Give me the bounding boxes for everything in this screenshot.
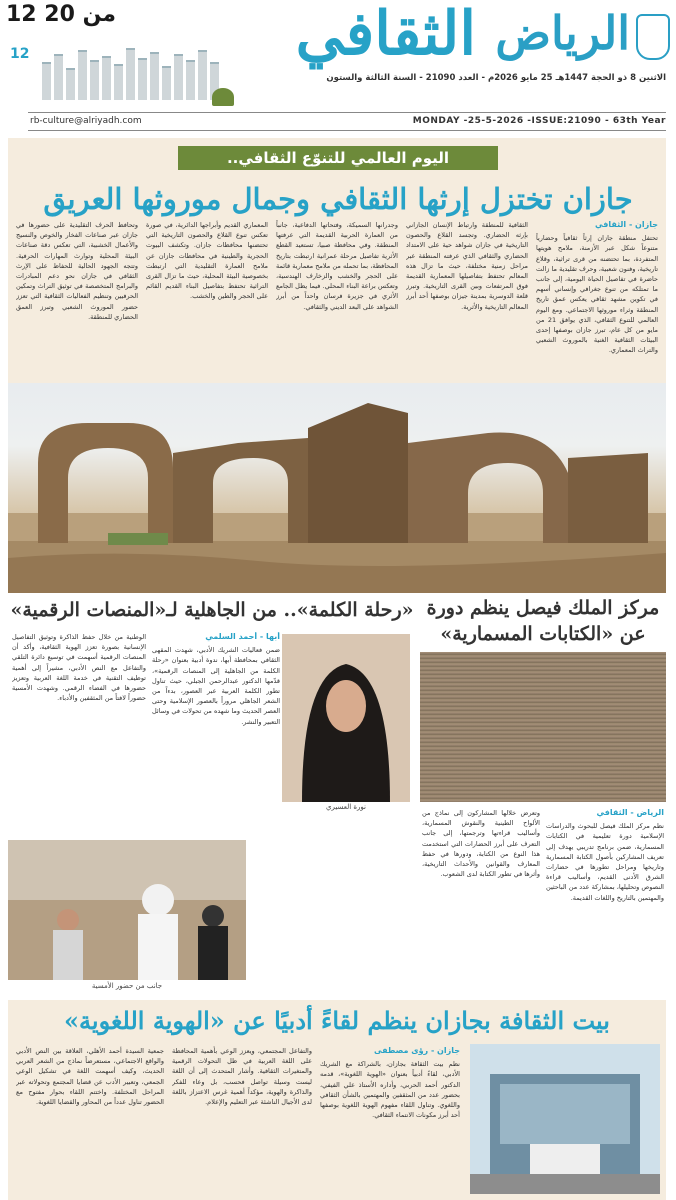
culture-house-photo	[470, 1044, 660, 1194]
mid-right-article	[420, 596, 666, 996]
article-column-3: جمعية السيدة أحمد الأهلي، العلاقة بين النص الأدبي والواقع الاجتماعي، مستعرضاً نماذج من الشعر العربي الحديث، وكيف أسهمت اللغة في تشكيل الوعي الجمعي، وتعبير الأدب عن قضايا المجتمع وتحولاته عبر المراحل المختلفة. واختتم اللقاء بحوار مفتوح مع الحضور تناول عدداً من المحاور والقضايا اللغوية.	[16, 1047, 164, 1107]
header-divider-bottom	[28, 130, 666, 131]
bottom-article	[8, 1000, 666, 1200]
mid-left-article	[8, 596, 416, 996]
plant-icon	[212, 88, 234, 106]
article-column-right	[152, 632, 280, 837]
article-byline: أبها - أحمد السلمي	[205, 632, 280, 641]
portrait-illustration	[282, 634, 410, 802]
article-headline: مركز الملك فيصل ينظم دورة عن «الكتابات المسمارية»	[426, 597, 660, 645]
article-column-3: وجدرانها السميكة، وفتحاتها الدفاعية، جانباً من العمارة الحربية القديمة التي عرفتها المنطقة. وفي محافظة صبيا، تستعيد القطع الأثرية تفاصيل مرحلة عمرانية ارتبطت بتاريخ المحافظة، بما تحمله من ملامح معمارية قائمة على الحجر والخشب والزخارف الهندسية، وتعكس براعة البناء المحلي. فيما يظل الجامع الأثري في جزيرة فرسان واحداً من أبرز الشواهد على البعد الديني والثقافي.	[276, 221, 398, 311]
header-divider	[28, 112, 666, 113]
article-kicker: اليوم العالمي للتنوّع الثقافي..	[178, 146, 498, 170]
article-column-5: وتحافظ الحرف التقليدية على حضورها في جازان عبر صناعات الفخار والخوص والنسيج والأعمال الخشبية، التي تعكس دقة صناعات البيئة المحلية وتوارث المهارات الحرفية. وتتجه الجهود الحالية للحفاظ على الإرث الثقافي في جازان نحو دعم المبادرات والبرامج المتخصصة في توثيق التراث وتمكين الحرفيين وتنظيم الفعاليات الثقافية التي تعزز حضور الموروث الشعبي وتبرز العمق الحضاري للمنطقة.	[16, 221, 138, 321]
books-illustration	[42, 40, 242, 100]
cuneiform-tablet-photo	[420, 652, 666, 802]
ruins-illustration	[8, 383, 666, 593]
article-text: نظم بيت الثقافة بجازان، بالشراكة مع الشريك الأدبي، لقاءً أدبياً بعنوان «الهوية اللغوية»، قدمه الدكتور أحمد الحربي، وأداره الأستاذ علي الفيفي، بحضور عدد من المثقفين والمهتمين بالشأن الثقافي واللغوي. وتناول اللقاء مفهوم الهوية اللغوية بوصفها أحد أبرز مكونات الانتماء الثقافي.	[320, 1060, 460, 1120]
article-column-1	[536, 220, 658, 380]
top-article	[8, 138, 666, 593]
article-headline: بيت الثقافة بجازان ينظم لقاءً أدبيًا عن «الهوية اللغوية»	[64, 1006, 610, 1035]
page-counter-label: 12 من 20	[6, 2, 116, 27]
section-email: rb-culture@alriyadh.com	[30, 116, 142, 126]
event-photo-caption: جانب من حضور الأمسية	[91, 982, 163, 990]
building-illustration	[470, 1044, 660, 1194]
article-column-4: المعماري القديم وأبراجها الدائرية، في صورة تعكس تنوع القلاع والحصون التاريخية التي تحتضنها محافظات جازان. وتكشف البيوت الحجرية والطينية في محافظات جازان عن ملامح العمارة التقليدية التي ارتبطت بخصوصية البيئة المحلية، حيث ما تزال القرى التراثية تحتفظ بتفاصيل البناء القديم القائم على الحجر والطين والخشب.	[146, 221, 268, 301]
article-byline: الرياض - الثقافي	[596, 808, 664, 817]
article-column-a	[546, 808, 664, 993]
newspaper-logo: الرياض	[495, 6, 630, 60]
article-column-b: وتعرض خلالها المشاركون إلى نماذج من الألواح الطينية والنقوش المسمارية، وأساليب قراءتها وترجمتها، إلى جانب التعرف على أبرز الحضارات التي استخدمت هذا النوع من الكتابة، ودورها في حفظ المعارف والقوانين والأحداث التاريخية، وأثرها في تطور الكتابة لدى الشعوب.	[422, 809, 540, 879]
article-headline: «رحلة الكلمة».. من الجاهلية لـ«المنصات الرقمية»	[10, 599, 414, 621]
article-text: ضمن فعاليات الشريك الأدبي، شهدت المقهى الثقافي بمحافظة أبها، ندوة أدبية بعنوان «رحلة الكلمة من الجاهلية إلى المنصات الرقمية»، قدّمها الدكتور عبدالرحمن الجبلي، حيث تناول تطور الكلمة العربية عبر العصور، بدءاً من الشعر الجاهلي مروراً بالعصور الإسلامية وحتى العصر الحديث وما شهده من تحولات في وسائل التعبير والنشر.	[152, 646, 280, 726]
author-portrait	[282, 634, 410, 802]
section-title: الثقافي	[295, 0, 476, 69]
article-column-2: والتفاعل المجتمعي، ويعزز الوعي بأهمية المحافظة على اللغة العربية في ظل التحولات الرقمية والمتغيرات الثقافية. وأشار المتحدث إلى أن اللغة ليست وسيلة تواصل فحسب، بل وعاء للفكر والذاكرة والهوية، مؤكداً أهمية غرس الاعتزاز باللغة لدى الأجيال الناشئة عبر التعليم والإعلام.	[172, 1047, 312, 1107]
dateline-english: MONDAY -25-5-2026 -ISSUE:21090 - 63th Year	[412, 116, 666, 126]
event-photo	[8, 840, 246, 980]
audience-illustration	[8, 840, 246, 980]
article-text: نظم مركز الملك فيصل للبحوث والدراسات الإسلامية دورة تعليمية في الكتابات المسمارية، ضمن برنامج تدريبي يهدف إلى تعريف المشاركين بأصول الكتابة المسمارية وتاريخها ومراحل تطورها في حضارات الشرق الأدنى القديم، وأساليب قراءة النصوص وتحليلها، بمشاركة عدد من الباحثين والمهتمين بالتاريخ واللغات القديمة.	[546, 822, 664, 902]
article-column-2: الثقافية للمنطقة وارتباط الإنسان الجازاني بإرثه الحضاري. وتجسد القلاع والحصون التاريخية في جازان شواهد حية على الامتداد الحضاري والثقافي الذي عرفته المنطقة عبر مراحل زمنية مختلفة، حيث ما تزال هذه المعالم تحتفظ بتفاصيلها المعمارية القديمة فوق المرتفعات وبين القرى التاريخية. وتبرز قلعة الدوسرية بمدينة جيزان بوصفها أحد أبرز المعالم التاريخية والأثرية.	[406, 221, 528, 311]
page-number: 12	[10, 46, 30, 62]
masthead-header	[0, 0, 676, 135]
article-byline: جازان - رؤى مصطفى	[373, 1046, 460, 1055]
article-headline: جازان تختزل إرثها الثقافي وجمال موروثها العريق	[43, 182, 633, 216]
portrait-caption: نورة العسيري	[326, 803, 366, 811]
article-column-1	[320, 1046, 460, 1196]
dateline-arabic: الاثنين 8 ذو الحجة 1447هـ 25 مايو 2026م - العدد 21090 - السنة الثالثة والستون	[326, 73, 666, 83]
castle-ruins-photo	[8, 383, 666, 593]
emblem-icon	[636, 14, 670, 60]
article-byline: جازان - الثقافي	[595, 220, 658, 229]
article-column-middle: الوطنية من خلال حفظ الذاكرة وتوثيق التفاصيل الإنسانية بصورة تعزز الهوية الثقافية، وأكد أن المنصات الرقمية أسهمت في توسيع دائرة التلقي والتفاعل مع النص الأدبي، مشيراً إلى أهمية توظيف التقنية في خدمة اللغة العربية وتعزيز حضورها في الفضاء الرقمي. وشهدت الأمسية حضوراً لافتاً من المثقفين والأدباء.	[12, 633, 146, 703]
article-text: تحتفل منطقة جازان إرثاً ثقافياً وحضارياً متنوعاً شكل عبر الأزمنة، ملامح هويتها المتفردة، بما تحتضنه من قرى تراثية، وقلاع تاريخية، وفنون شعبية، وحرف تقليدية ما زالت حاضرة في تفاصيل الحياة اليومية، إلى جانب ما تمتلكه من تنوع جغرافي وإنساني أسهم في تكوين مشهد ثقافي يعكس عمق تاريخ المنطقة وثراء موروثها الاجتماعي. ومع اليوم العالمي للتنوع الثقافي، الذي يوافق 21 من مايو من كل عام، تبرز جازان بوصفها إحدى البيئات الثقافية الغنية بالموروث الشعبي والتراث المعماري.	[536, 234, 658, 355]
